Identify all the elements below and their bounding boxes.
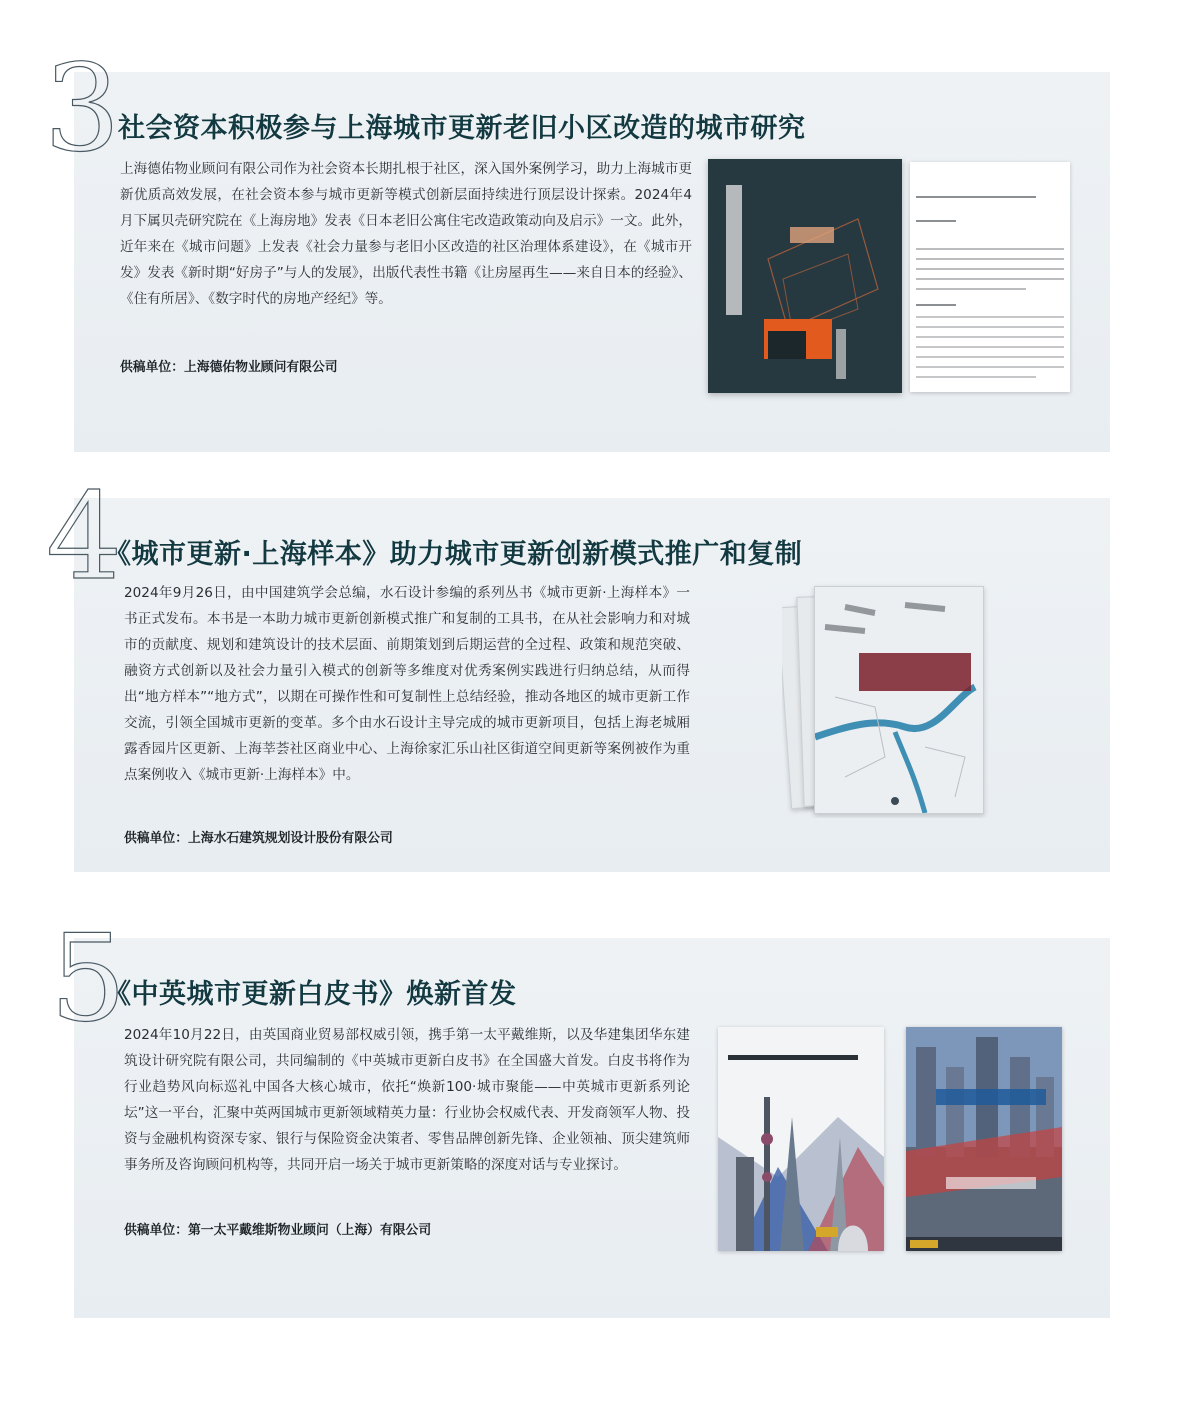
journal-article-image [910,162,1070,392]
section-number: 5 [50,910,127,1049]
section-body: 上海德佑物业顾问有限公司作为社会资本长期扎根于社区，深入国外案例学习，助力上海城市更新优质高效发展，在社会资本参与城市更新等模式创新层面持续进行顶层设计探索。2024年4月下属贝壳研究院在《上海房地》发表《日本老旧公寓住宅改造政策动向及启示》一文。此外，近年来在《城市问题》上发表《社会力量参与老旧小区改造的社区治理体系建设》，在《城市开发》发表《新时期“好房子”与人的发展》，出版代表性书籍《让房屋再生——来自日本的经验》、《住有所居》、《数字时代的房地产经纪》等。 [120,161,692,307]
whitepaper-cover-image [718,1027,884,1251]
book-series-image [782,582,1002,818]
section-title: 社会资本积极参与上海城市更新老旧小区改造的城市研究 [118,113,806,144]
book-cover-image [708,159,902,393]
book-cover-map [815,587,983,813]
section-body: 2024年10月22日，由英国商业贸易部权威引领，携手第一太平戴维斯，以及华建集团华东建筑设计研究院有限公司，共同编制的《中英城市更新白皮书》在全国盛大首发。白皮书将作为行业趋势风向标巡礼中国各大核心城市，依托“焕新100·城市聚能——中英城市更新系列论坛”这一平台，汇聚中英两国城市更新领域精英力量：行业协会权威代表、开发商领军人物、投资与金融机构资深专家、银行与保险资金决策者、零售品牌创新先锋、企业领袖、顶尖建筑师事务所及咨询顾问机构等，共同开启一场关于城市更新策略的深度对话与专业探讨。 [124,1027,690,1173]
section-number: 4 [46,468,123,607]
credit-line: 供稿单位：上海德佑物业顾问有限公司 [120,360,338,375]
book-cover-art [708,159,902,393]
whitepaper-skyline-art [718,1027,884,1251]
section-title: 《中英城市更新白皮书》焕新首发 [104,979,517,1010]
report-cover-image [906,1027,1062,1251]
report-city-art [906,1027,1062,1251]
section-number: 3 [44,40,121,179]
section-title: 《城市更新·上海样本》助力城市更新创新模式推广和复制 [104,539,803,570]
credit-line: 供稿单位：上海水石建筑规划设计股份有限公司 [124,831,393,846]
credit-line: 供稿单位：第一太平戴维斯物业顾问（上海）有限公司 [124,1223,432,1238]
section-body: 2024年9月26日，由中国建筑学会总编，水石设计参编的系列丛书《城市更新·上海样本》一书正式发布。本书是一本助力城市更新创新模式推广和复制的工具书，在从社会影响力和对城市的贡献度、规划和建筑设计的技术层面、前期策划到后期运营的全过程、政策和规范突破、融资方式创新以及社会力量引入模式的创新等多维度对优秀案例实践进行归纳总结，从而得出“地方样本”“地方式”，以期在可操作性和可复制性上总结经验，推动各地区的城市更新工作交流，引领全国城市更新的变革。多个由水石设计主导完成的城市更新项目，包括上海老城厢露香园片区更新、上海莘荟社区商业中心、上海徐家汇乐山社区街道空间更新等案例被作为重点案例收入《城市更新·上海样本》中。 [124,585,690,783]
book-cover-front [814,586,984,814]
